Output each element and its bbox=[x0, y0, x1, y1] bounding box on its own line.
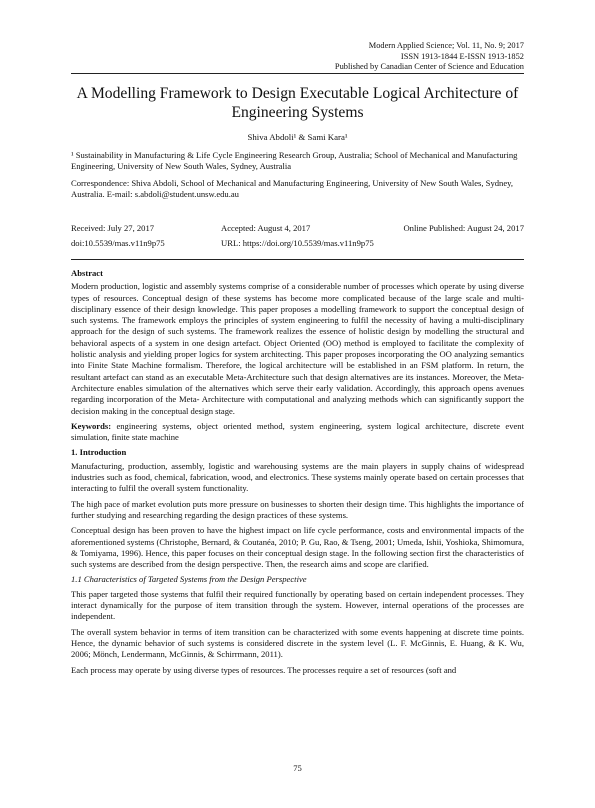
publication-dates bbox=[71, 223, 524, 253]
page-number: 75 bbox=[293, 763, 302, 773]
correspondence bbox=[71, 178, 524, 201]
keywords-text: engineering systems, object oriented method, system engineering, system logical architecture, discrete event simulation, finite state machine bbox=[71, 420, 524, 443]
journal-header bbox=[335, 41, 524, 73]
subsection-heading: 1.1 Characteristics of Targeted Systems from the Design Perspective bbox=[71, 574, 307, 585]
issn-line: ISSN 1913-1844 E-ISSN 1913-1852 bbox=[400, 51, 524, 61]
accepted-date: Accepted: August 4, 2017 bbox=[221, 223, 311, 233]
paper-body bbox=[71, 268, 524, 680]
author-line: Shiva Abdoli¹ & Sami Kara¹ bbox=[247, 132, 348, 142]
doi: doi:10.5539/mas.v11n9p75 bbox=[71, 238, 165, 248]
journal-volume-line: Modern Applied Science; Vol. 11, No. 9; 2017 bbox=[368, 41, 524, 50]
abstract-text: Modern production, logistic and assembly systems comprise of a considerable number of processes which operate by using diverse types of resources. Conceptual design of these systems has become more complicated because of the large scale and multi-disciplinary essence of their design knowledge. This paper proposes a modelling framework to support the conceptual design of such systems. The framework employs the principles of system engineering to fulfil the necessity of having a multi-disciplinary approach for the design of such systems. The framework realizes the essence of holistic design by modelling the structural and behavioral aspects of a system in one design artefact. Object Oriented (OO) method is employed to facilitate the complexity of holistic analysis and yielding proper logics for system architecting. This paper proposes incorporating the OO analyzing semantics into Finite State Machine formalism. Therefore, the logical architecture will be established in an FSM platform. In return, the resultant artefact can stand as an executable Meta-Architecture such that design alternatives are its instances. Moreover, the Meta-Architecture enables simulation of the alternatives which serve their early validation. Accordingly, this approach opens avenues regarding incorporation of the Meta- Architecture with computational and analyzing methods which can significantly support the decision making in the conceptual design stage. bbox=[71, 281, 524, 416]
intro-paragraph-1: Manufacturing, production, assembly, logistic and warehousing systems are the main players in supply chains of widespread industries such as food, chemical, fabrication, wood, and electronics. These systems mainly operate based on certain processes that interacting to fulfil the overall system functionality. bbox=[71, 460, 524, 494]
header-rule bbox=[71, 73, 524, 74]
keywords-label: Keywords: bbox=[71, 420, 112, 431]
intro-paragraph-2: The high pace of market evolution puts more pressure on businesses to shorten their design time. This highlights the importance of further studying and researching regarding the design practices of these systems. bbox=[71, 498, 524, 520]
keywords bbox=[71, 421, 524, 444]
introduction-heading: 1. Introduction bbox=[71, 447, 127, 458]
intro-paragraph-3: Conceptual design has been proven to have the highest impact on life cycle performance, costs and environmental impacts of the aforementioned systems (Christophe, Bernard, & Coutanéa, 2010; P. Gu, Rao, & Tseng, 2001; Umeda, Ishii, Yoshioka, Shimomura, & Tomiyama, 1996). Hence, this paper focuses on their conceptual design stage. In the following section first the characteristics of such systems are described from the design perspective. Then, the research aims and scope are clarified. bbox=[71, 525, 524, 570]
abstract-heading: Abstract bbox=[71, 268, 103, 278]
published-date: Online Published: August 24, 2017 bbox=[403, 223, 524, 233]
intro-paragraph-4: This paper targeted those systems that fulfil their required functionally by operating based on certain independent processes. They interact dynamically for the purpose of item transition through the system. However, internal operations of the processes are independent. bbox=[71, 588, 524, 622]
correspondence-text: Correspondence: Shiva Abdoli, School of Mechanical and Manufacturing Engineering, University of New South Wales, Sydney, Australia. E-mail: s.abdoli@student.unsw.edu.au bbox=[71, 178, 514, 200]
paper-title: A Modelling Framework to Design Executable Logical Architecture of Engineering Systems bbox=[76, 85, 519, 121]
received-date: Received: July 27, 2017 bbox=[71, 223, 155, 233]
publisher-line: Published by Canadian Center of Science and Education bbox=[334, 62, 524, 72]
affiliation bbox=[71, 150, 524, 173]
intro-paragraph-5: The overall system behavior in terms of item transition can be characterized with some events happening at discrete time points. Hence, the dynamic behavior of such systems is considered discrete in the system level (L. F. McGinnis, E. Huang, & K. Wu, 2006; Mönch, Lendermann, McGinnis, & Schirrmann, 2011). bbox=[71, 626, 524, 660]
intro-paragraph-6: Each process may operate by using diverse types of resources. The processes require a set of resources (soft and bbox=[71, 664, 457, 675]
affiliation-text: ¹ Sustainability in Manufacturing & Life Cycle Engineering Research Group, Australia; School of Mechanical and Manufacturing Engineering, University of New South Wales, Sydney, Australia bbox=[71, 150, 518, 172]
abstract-rule bbox=[71, 259, 524, 260]
article-url[interactable]: URL: https://doi.org/10.5539/mas.v11n9p75 bbox=[221, 238, 374, 248]
